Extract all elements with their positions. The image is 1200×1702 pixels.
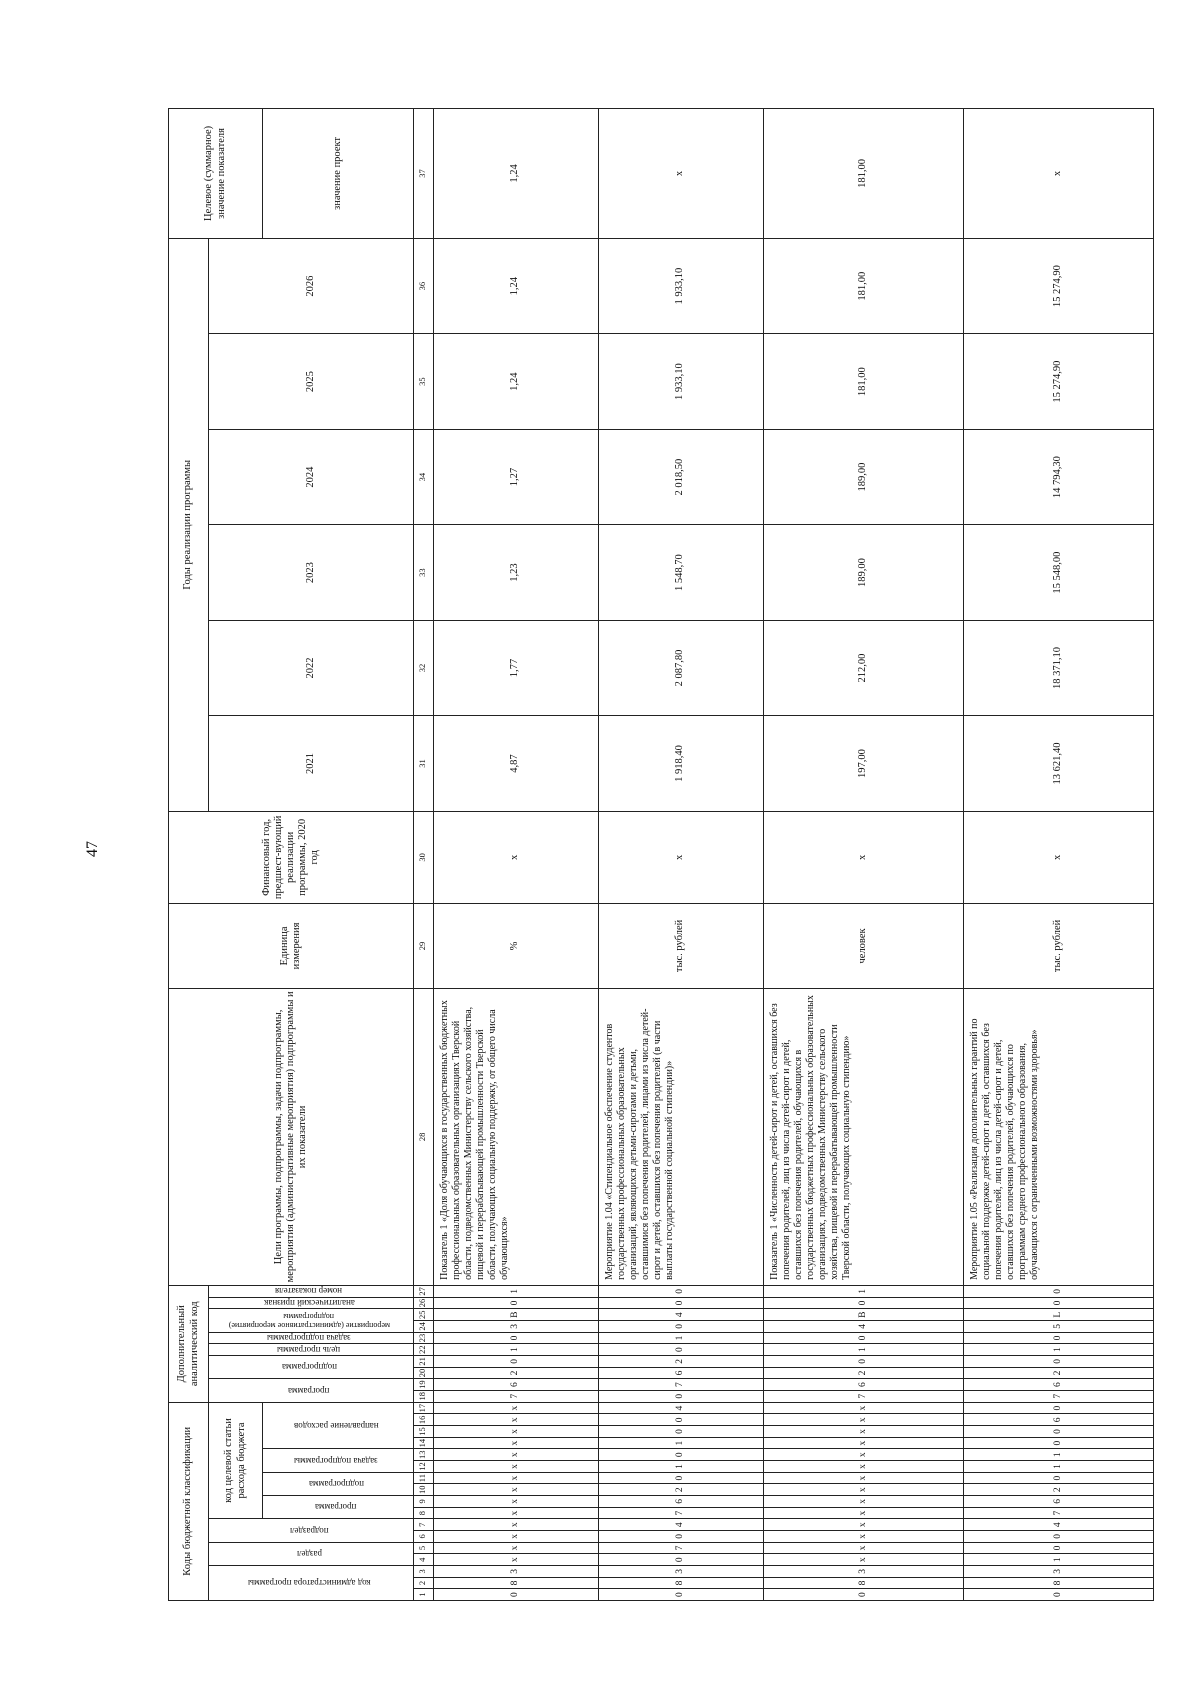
kcsr-programma-header: программа (263, 1496, 413, 1519)
code-cell: 0 (963, 1332, 1153, 1344)
code-cell: 1 (598, 1332, 763, 1344)
row-year-2023: 189,00 (763, 525, 963, 620)
code-cell: 3 (963, 1566, 1153, 1578)
code-cell: 7 (963, 1390, 1153, 1402)
column-number: 35 (413, 334, 433, 429)
column-number: 17 (413, 1402, 433, 1414)
row-fin-year: х (433, 811, 598, 903)
code-cell: 2 (598, 1356, 763, 1368)
column-number: 14 (413, 1437, 433, 1449)
unit-header: Единица измерения (169, 904, 414, 989)
code-cell: х (433, 1414, 598, 1426)
year-2026-header: 2026 (209, 238, 414, 334)
code-cell: х (763, 1519, 963, 1531)
row-description: Мероприятие 1.05 «Реализация дополнительных гарантий по социальной поддержке детей-сирот и детей, оставшихся без попечения родителей, лиц из числа детей-сирот и детей, оставшихся без попечения родителей, обучающихся по программам среднего профессионального образования, обучающихся с ограниченными возможностями здоровья» (963, 988, 1153, 1285)
row-year-2021: 197,00 (763, 716, 963, 811)
row-target: 1,24 (433, 109, 598, 239)
code-cell: х (433, 1402, 598, 1414)
code-cell: 2 (433, 1367, 598, 1379)
document-area (168, 108, 1122, 1601)
code-cell: 6 (598, 1496, 763, 1508)
column-number: 33 (413, 525, 433, 620)
code-cell: 5 (963, 1321, 1153, 1333)
code-cell: В (763, 1309, 963, 1321)
column-number: 3 (413, 1566, 433, 1578)
column-number: 19 (413, 1379, 433, 1391)
code-cell: 4 (963, 1519, 1153, 1531)
column-number: 16 (413, 1414, 433, 1426)
code-cell: х (433, 1542, 598, 1554)
code-cell: 0 (963, 1285, 1153, 1297)
code-cell: 8 (963, 1577, 1153, 1589)
row-unit: % (433, 904, 598, 989)
row-unit: тыс. рублей (598, 904, 763, 989)
admin-code-header: код администратора программы (209, 1566, 414, 1601)
row-year-2026: 1 933,10 (598, 238, 763, 334)
kcsr-podprogramma-header: подпрограмма (263, 1472, 413, 1495)
code-cell: 0 (433, 1297, 598, 1309)
code-cell: 0 (763, 1297, 963, 1309)
column-number: 13 (413, 1449, 433, 1461)
analytic-meropriyatie-header: мероприятие (административное мероприятие) подпрограммы (209, 1309, 414, 1332)
code-cell: х (433, 1496, 598, 1508)
kcsr-zadacha-header: задача подпрограммы (263, 1449, 413, 1472)
kcsr-napravlenie-header: направление расходов (263, 1402, 413, 1449)
podrazdel-header: подраздел (209, 1519, 414, 1542)
code-cell: 0 (763, 1356, 963, 1368)
code-cell: 6 (763, 1379, 963, 1391)
row-unit: человек (763, 904, 963, 989)
column-number: 6 (413, 1531, 433, 1543)
code-cell: 1 (763, 1344, 963, 1356)
year-2025-header: 2025 (209, 334, 414, 429)
column-number: 12 (413, 1461, 433, 1473)
code-cell: 0 (963, 1531, 1153, 1543)
year-2024-header: 2024 (209, 429, 414, 524)
code-cell: 8 (598, 1577, 763, 1589)
code-cell: 1 (433, 1285, 598, 1297)
column-number: 25 (413, 1309, 433, 1321)
kcsr-header: код целевой статьи расхода бюджета (209, 1402, 263, 1519)
code-cell: 6 (963, 1379, 1153, 1391)
code-cell: 7 (598, 1379, 763, 1391)
code-cell: 0 (763, 1589, 963, 1601)
code-cell: 0 (598, 1390, 763, 1402)
row-target: х (963, 109, 1153, 239)
code-cell: 1 (763, 1285, 963, 1297)
code-cell: х (763, 1414, 963, 1426)
code-cell: 0 (963, 1356, 1153, 1368)
code-cell: 0 (963, 1542, 1153, 1554)
row-year-2025: 15 274,90 (963, 334, 1153, 429)
code-cell: 1 (963, 1449, 1153, 1461)
row-year-2024: 1,27 (433, 429, 598, 524)
budget-codes-header: Коды бюджетной классификации (169, 1402, 209, 1600)
code-cell: 0 (598, 1589, 763, 1601)
code-cell: 2 (963, 1484, 1153, 1496)
code-cell: х (433, 1461, 598, 1473)
column-number: 4 (413, 1554, 433, 1566)
column-number: 36 (413, 238, 433, 334)
code-cell: х (433, 1472, 598, 1484)
column-number: 11 (413, 1472, 433, 1484)
row-year-2024: 189,00 (763, 429, 963, 524)
analytic-code-header: Дополнительный аналитический код (169, 1285, 209, 1402)
row-year-2024: 2 018,50 (598, 429, 763, 524)
code-cell: 0 (433, 1332, 598, 1344)
year-2021-header: 2021 (209, 716, 414, 811)
row-description: Показатель 1 «Численность детей-сирот и детей, оставшихся без попечения родителей, лиц из числа детей-сирот и детей, оставшихся без попечения родителей, обучающихся в государственных бюджетных профессиональных образовательных организациях, подведомственных Министерству сельского хозяйства, пищевой и перерабатывающей промышленности Тверской области, получающих социальную стипендию» (763, 988, 963, 1285)
code-cell: 0 (763, 1332, 963, 1344)
row-description: Мероприятие 1.04 «Стипендиальное обеспечение студентов государственных профессиональных образовательных организаций, являющихся детьми-сиротами и детьми, оставшимися без попечения родителей, лицами из числа детей-сирот и детей, оставшихся без попечения родителей (в части выплаты государственной социальной стипендии)» (598, 988, 763, 1285)
code-cell: х (763, 1449, 963, 1461)
code-cell: х (433, 1507, 598, 1519)
column-number: 10 (413, 1484, 433, 1496)
row-year-2026: 1,24 (433, 238, 598, 334)
table-row (433, 109, 598, 1601)
column-number-row (413, 109, 433, 1601)
code-cell: 0 (598, 1472, 763, 1484)
code-cell: 1 (963, 1554, 1153, 1566)
code-cell: 8 (763, 1577, 963, 1589)
row-year-2021: 1 918,40 (598, 716, 763, 811)
fin-year-header: Финансовый год, предшест-вующий реализации программы, 2020 год (169, 811, 414, 903)
code-cell: 4 (598, 1309, 763, 1321)
column-number: 2 (413, 1577, 433, 1589)
code-cell: 1 (963, 1344, 1153, 1356)
target-header: Целевое (суммарное) значение показателя (169, 109, 263, 239)
code-cell: 7 (763, 1390, 963, 1402)
column-number: 37 (413, 109, 433, 239)
row-year-2023: 1 548,70 (598, 525, 763, 620)
code-cell: 7 (598, 1542, 763, 1554)
razdel-header: раздел (209, 1542, 414, 1565)
analytic-programma-header: программа (209, 1379, 414, 1402)
row-year-2026: 181,00 (763, 238, 963, 334)
code-cell: L (963, 1309, 1153, 1321)
code-cell: 6 (433, 1379, 598, 1391)
table-row (763, 109, 963, 1601)
code-cell: 0 (598, 1321, 763, 1333)
code-cell: 7 (598, 1507, 763, 1519)
code-cell: х (763, 1531, 963, 1543)
row-year-2022: 18 371,10 (963, 620, 1153, 715)
code-cell: 4 (598, 1519, 763, 1531)
row-year-2025: 1,24 (433, 334, 598, 429)
row-year-2026: 15 274,90 (963, 238, 1153, 334)
column-number: 22 (413, 1344, 433, 1356)
code-cell: 0 (963, 1426, 1153, 1438)
code-cell: 0 (963, 1472, 1153, 1484)
row-year-2023: 15 548,00 (963, 525, 1153, 620)
code-cell: 0 (598, 1554, 763, 1566)
analytic-priznak-header: аналитический признак (209, 1297, 414, 1309)
row-year-2021: 4,87 (433, 716, 598, 811)
target-sub-header: значение проект (263, 109, 413, 239)
column-number: 21 (413, 1356, 433, 1368)
column-number: 24 (413, 1321, 433, 1333)
code-cell: 0 (598, 1531, 763, 1543)
page-number: 47 (84, 841, 101, 857)
code-cell: 1 (598, 1437, 763, 1449)
code-cell: 0 (598, 1297, 763, 1309)
row-year-2021: 13 621,40 (963, 716, 1153, 811)
column-number: 15 (413, 1426, 433, 1438)
analytic-zadacha-header: задача подпрограммы (209, 1332, 414, 1344)
code-cell: 0 (598, 1426, 763, 1438)
code-cell: 1 (598, 1461, 763, 1473)
row-target: 181,00 (763, 109, 963, 239)
analytic-cel-header: цель программы (209, 1344, 414, 1356)
years-group-header: Годы реализации программы (169, 238, 209, 811)
code-cell: 6 (963, 1414, 1153, 1426)
program-table (168, 108, 1154, 1601)
row-year-2022: 212,00 (763, 620, 963, 715)
column-number: 28 (413, 988, 433, 1285)
code-cell: х (433, 1437, 598, 1449)
table-row (598, 109, 763, 1601)
goals-header: Цели программы, подпрограммы, задачи подпрограммы, мероприятия (административные мероприятия) подпрограммы и их показатели (169, 988, 414, 1285)
code-cell: х (763, 1542, 963, 1554)
code-cell: 0 (433, 1356, 598, 1368)
code-cell: 0 (963, 1402, 1153, 1414)
code-cell: х (763, 1426, 963, 1438)
rotated-table-container (168, 108, 1122, 1601)
code-cell: 1 (433, 1344, 598, 1356)
column-number: 1 (413, 1589, 433, 1601)
row-year-2024: 14 794,30 (963, 429, 1153, 524)
code-cell: х (763, 1437, 963, 1449)
row-target: х (598, 109, 763, 239)
year-2023-header: 2023 (209, 525, 414, 620)
code-cell: 2 (963, 1367, 1153, 1379)
code-cell: 8 (433, 1577, 598, 1589)
header-row-1 (169, 109, 209, 1601)
code-cell: 3 (763, 1566, 963, 1578)
row-fin-year: х (763, 811, 963, 903)
code-cell: 3 (433, 1321, 598, 1333)
code-cell: 7 (963, 1507, 1153, 1519)
row-description: Показатель 1 «Доля обучающихся в государственных бюджетных профессиональных образовательных организациях Тверской области, подведомственных Министерству сельского хозяйства, пищевой и перерабатывающей промышленности Тверской области, получающих социальную поддержку, от общего числа обучающихся» (433, 988, 598, 1285)
code-cell: 3 (598, 1566, 763, 1578)
column-number: 18 (413, 1390, 433, 1402)
column-number: 8 (413, 1507, 433, 1519)
column-number: 9 (413, 1496, 433, 1508)
code-cell: 2 (763, 1367, 963, 1379)
code-cell: 1 (963, 1461, 1153, 1473)
code-cell: 0 (963, 1437, 1153, 1449)
row-unit: тыс. рублей (963, 904, 1153, 989)
code-cell: х (433, 1554, 598, 1566)
code-cell: х (763, 1554, 963, 1566)
code-cell: х (763, 1496, 963, 1508)
row-year-2023: 1,23 (433, 525, 598, 620)
row-year-2025: 1 933,10 (598, 334, 763, 429)
code-cell: х (433, 1426, 598, 1438)
code-cell: В (433, 1309, 598, 1321)
column-number: 27 (413, 1285, 433, 1297)
code-cell: х (763, 1484, 963, 1496)
code-cell: 2 (598, 1484, 763, 1496)
code-cell: 4 (763, 1321, 963, 1333)
code-cell: х (763, 1461, 963, 1473)
code-cell: 0 (433, 1589, 598, 1601)
code-cell: 0 (598, 1344, 763, 1356)
code-cell: х (763, 1507, 963, 1519)
code-cell: 7 (433, 1390, 598, 1402)
row-year-2025: 181,00 (763, 334, 963, 429)
code-cell: 4 (598, 1402, 763, 1414)
year-2022-header: 2022 (209, 620, 414, 715)
table-row (963, 109, 1153, 1601)
column-number: 23 (413, 1332, 433, 1344)
code-cell: х (433, 1484, 598, 1496)
analytic-nomer-header: номер показателя (209, 1285, 414, 1297)
code-cell: 0 (963, 1589, 1153, 1601)
code-cell: х (433, 1449, 598, 1461)
code-cell: х (763, 1402, 963, 1414)
row-fin-year: х (598, 811, 763, 903)
column-number: 20 (413, 1367, 433, 1379)
code-cell: х (763, 1472, 963, 1484)
code-cell: х (433, 1519, 598, 1531)
code-cell: 0 (598, 1285, 763, 1297)
row-fin-year: х (963, 811, 1153, 903)
analytic-podprogramma-header: подпрограмма (209, 1356, 414, 1379)
column-number: 7 (413, 1519, 433, 1531)
code-cell: х (433, 1531, 598, 1543)
column-number: 29 (413, 904, 433, 989)
code-cell: 6 (598, 1367, 763, 1379)
code-cell: 0 (598, 1449, 763, 1461)
code-cell: 6 (963, 1496, 1153, 1508)
column-number: 26 (413, 1297, 433, 1309)
row-year-2022: 2 087,80 (598, 620, 763, 715)
code-cell: 3 (433, 1566, 598, 1578)
code-cell: 0 (598, 1414, 763, 1426)
column-number: 31 (413, 716, 433, 811)
column-number: 5 (413, 1542, 433, 1554)
row-year-2022: 1,77 (433, 620, 598, 715)
code-cell: 0 (963, 1297, 1153, 1309)
column-number: 34 (413, 429, 433, 524)
column-number: 30 (413, 811, 433, 903)
column-number: 32 (413, 620, 433, 715)
